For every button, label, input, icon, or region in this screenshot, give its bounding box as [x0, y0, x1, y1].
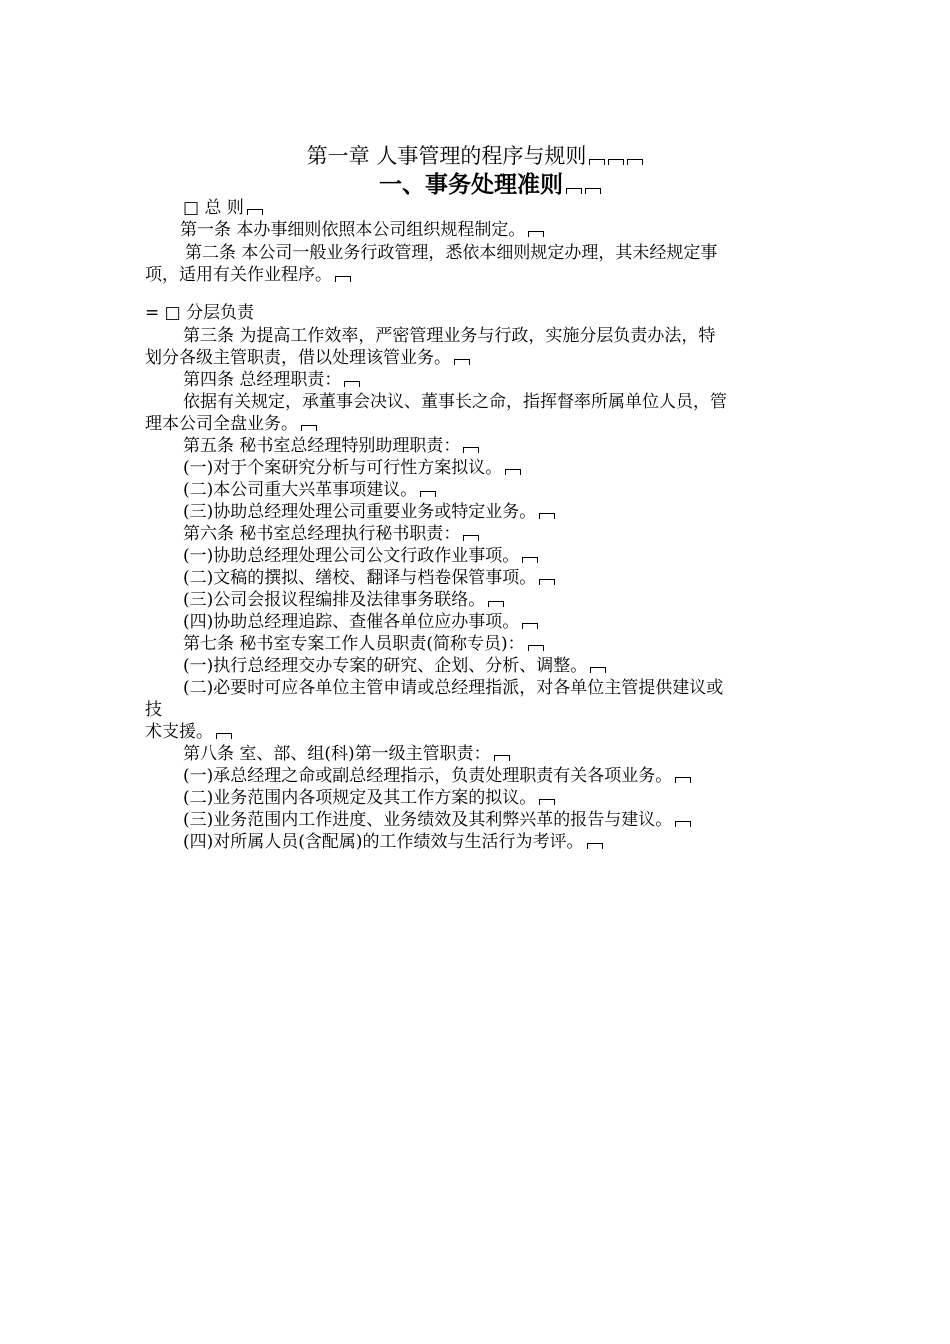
- list-item: (二)必要时可应各单位主管申请或总经理指派，对各单位主管提供建议或: [183, 678, 724, 698]
- list-item: (三)协助总经理处理公司重要业务或特定业务。: [183, 501, 555, 523]
- list-item: (四)协助总经理追踪、查催各单位应办事项。: [183, 611, 538, 633]
- paragraph-mark: [488, 601, 504, 607]
- paragraph-mark: [454, 359, 470, 365]
- list-item: (一)承总经理之命或副总经理指示，负责处理职责有关各项业务。: [183, 765, 691, 787]
- article-line: 第八条 室、部、组(科)第一级主管职责：: [183, 743, 510, 765]
- paragraph-mark: [522, 557, 538, 563]
- article-line: 依据有关规定，承董事会决议、董事长之命，指挥督率所属单位人员，管: [183, 392, 727, 412]
- article-line: 第四条 总经理职责：: [183, 369, 360, 391]
- paragraph-mark: [247, 209, 263, 215]
- article-line: 第六条 秘书室总经理执行秘书职责：: [183, 523, 479, 545]
- paragraph-mark: [522, 623, 538, 629]
- list-item: (一)对于个案研究分析与可行性方案拟议。: [183, 457, 521, 479]
- subheading-general: □ 总 则: [183, 197, 263, 219]
- list-item: (二)文稿的撰拟、缮校、翻译与档卷保管事项。: [183, 567, 555, 589]
- paragraph-mark: [585, 188, 601, 194]
- paragraph-mark: [528, 645, 544, 651]
- list-item: (三)业务范围内工作进度、业务绩效及其利弊兴革的报告与建议。: [183, 809, 691, 831]
- list-item: (一)协助总经理处理公司公文行政作业事项。: [183, 545, 538, 567]
- list-item-continuation: 技: [145, 700, 162, 720]
- paragraph-mark: [494, 755, 510, 761]
- article-line: 第二条 本公司一般业务行政管理，悉依本细则规定办理，其未经规定事: [185, 243, 718, 263]
- paragraph-mark: [216, 733, 232, 739]
- paragraph-mark: [675, 821, 691, 827]
- paragraph-mark: [608, 159, 624, 165]
- chapter-title: 第一章 人事管理的程序与规则: [0, 143, 950, 169]
- paragraph-mark: [539, 799, 555, 805]
- paragraph-mark: [566, 188, 582, 194]
- article-line: 第一条 本办事细则依照本公司组织规程制定。: [180, 219, 544, 241]
- paragraph-mark: [335, 276, 351, 282]
- article-line: 划分各级主管职责，借以处理该管业务。: [145, 347, 470, 369]
- paragraph-mark: [627, 159, 643, 165]
- list-item: (四)对所属人员(含配属)的工作绩效与生活行为考评。: [183, 831, 603, 853]
- paragraph-mark: [344, 381, 360, 387]
- paragraph-mark: [463, 447, 479, 453]
- article-line: 第三条 为提高工作效率，严密管理业务与行政，实施分层负责办法，特: [183, 326, 716, 346]
- paragraph-mark: [301, 425, 317, 431]
- list-item: (二)业务范围内各项规定及其工作方案的拟议。: [183, 787, 555, 809]
- paragraph-mark: [539, 513, 555, 519]
- list-item: (一)执行总经理交办专案的研究、企划、分析、调整。: [183, 655, 606, 677]
- article-line: 项，适用有关作业程序。: [145, 264, 351, 286]
- article-line: 第五条 秘书室总经理特别助理职责：: [183, 435, 479, 457]
- list-item: (二)本公司重大兴革事项建议。: [183, 479, 436, 501]
- article-line: 理本公司全盘业务。: [145, 413, 317, 435]
- list-item: (三)公司会报议程编排及法律事务联络。: [183, 589, 504, 611]
- subheading-responsibility: = □ 分层负责: [145, 303, 255, 323]
- list-item-continuation: 术支援。: [145, 721, 232, 743]
- paragraph-mark: [587, 843, 603, 849]
- paragraph-mark: [675, 777, 691, 783]
- paragraph-mark: [505, 469, 521, 475]
- paragraph-mark: [420, 491, 436, 497]
- paragraph-mark: [528, 231, 544, 237]
- section-title: 一、事务处理准则: [0, 171, 950, 199]
- paragraph-mark: [590, 667, 606, 673]
- paragraph-mark: [589, 159, 605, 165]
- article-line: 第七条 秘书室专案工作人员职责(简称专员)：: [183, 633, 544, 655]
- paragraph-mark: [463, 535, 479, 541]
- paragraph-mark: [539, 579, 555, 585]
